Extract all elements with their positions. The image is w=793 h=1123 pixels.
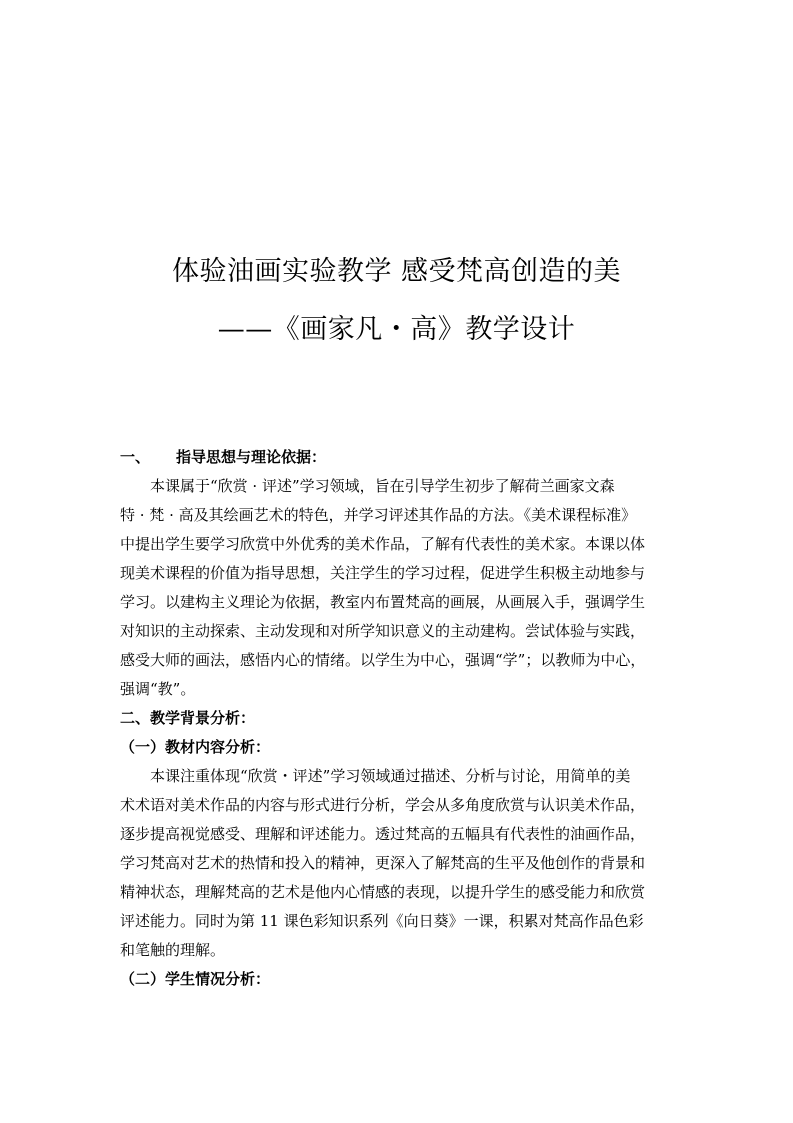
paragraph-line: 逐步提高视觉感受、理解和评述能力。透过梵高的五幅具有代表性的油画作品， xyxy=(120,825,646,843)
paragraph-line: 和笔触的理解。 xyxy=(120,941,226,959)
section-1-paragraph xyxy=(120,472,680,704)
document-subtitle: ——《画家凡・高》教学设计 xyxy=(217,314,576,345)
document-title: 体验油画实验教学 感受梵高创造的美 xyxy=(171,256,622,287)
paragraph-line: 本课属于“欣赏 · 评述”学习领域，旨在引导学生初步了解荷兰画家文森 xyxy=(150,477,615,495)
paragraph-line: 感受大师的画法，感悟内心的情绪。以学生为中心，强调“学”；以教师为中心， xyxy=(120,651,646,669)
paragraph-line: 对知识的主动探索、主动发现和对所学知识意义的主动建构。尝试体验与实践， xyxy=(120,622,646,640)
paragraph-line: 评述能力。同时为第 11 课色彩知识系列《向日葵》一课，积累对梵高作品色彩 xyxy=(120,912,644,930)
paragraph-line: 特 · 梵 · 高及其绘画艺术的特色，并学习评述其作品的方法。《美术课程标准》 xyxy=(120,506,637,524)
document-body xyxy=(120,443,680,994)
section-1-number: 一、 xyxy=(120,448,151,466)
paragraph-line: 学习。以建构主义理论为依据，教室内布置梵高的画展，从画展入手，强调学生 xyxy=(120,593,646,611)
section-2-heading: 二、教学背景分析： xyxy=(120,709,256,727)
subsection-1-heading: （一）教材内容分析： xyxy=(120,738,271,756)
paragraph-line: 精神状态，理解梵高的艺术是他内心情感的表现，以提升学生的感受能力和欣赏 xyxy=(120,883,646,901)
paragraph-line: 学习梵高对艺术的热情和投入的精神，更深入了解梵高的生平及他创作的背景和 xyxy=(120,854,646,872)
paragraph-line: 现美术课程的价值为指导思想，关注学生的学习过程，促进学生积极主动地参与 xyxy=(120,564,646,582)
paragraph-line: 中提出学生要学习欣赏中外优秀的美术作品，了解有代表性的美术家。本课以体 xyxy=(120,535,646,553)
paragraph-line: 术术语对美术作品的内容与形式进行分析，学会从多角度欣赏与认识美术作品， xyxy=(120,796,646,814)
subsection-2-heading: （二）学生情况分析： xyxy=(120,970,271,988)
section-1-title: 指导思想与理论依据： xyxy=(176,448,327,466)
paragraph-line: 本课注重体现“欣赏・评述”学习领域通过描述、分析与讨论，用简单的美 xyxy=(150,767,631,785)
section-1-heading xyxy=(120,443,680,472)
paragraph-line: 强调“教”。 xyxy=(120,680,196,698)
subsection-1-paragraph xyxy=(120,762,680,965)
